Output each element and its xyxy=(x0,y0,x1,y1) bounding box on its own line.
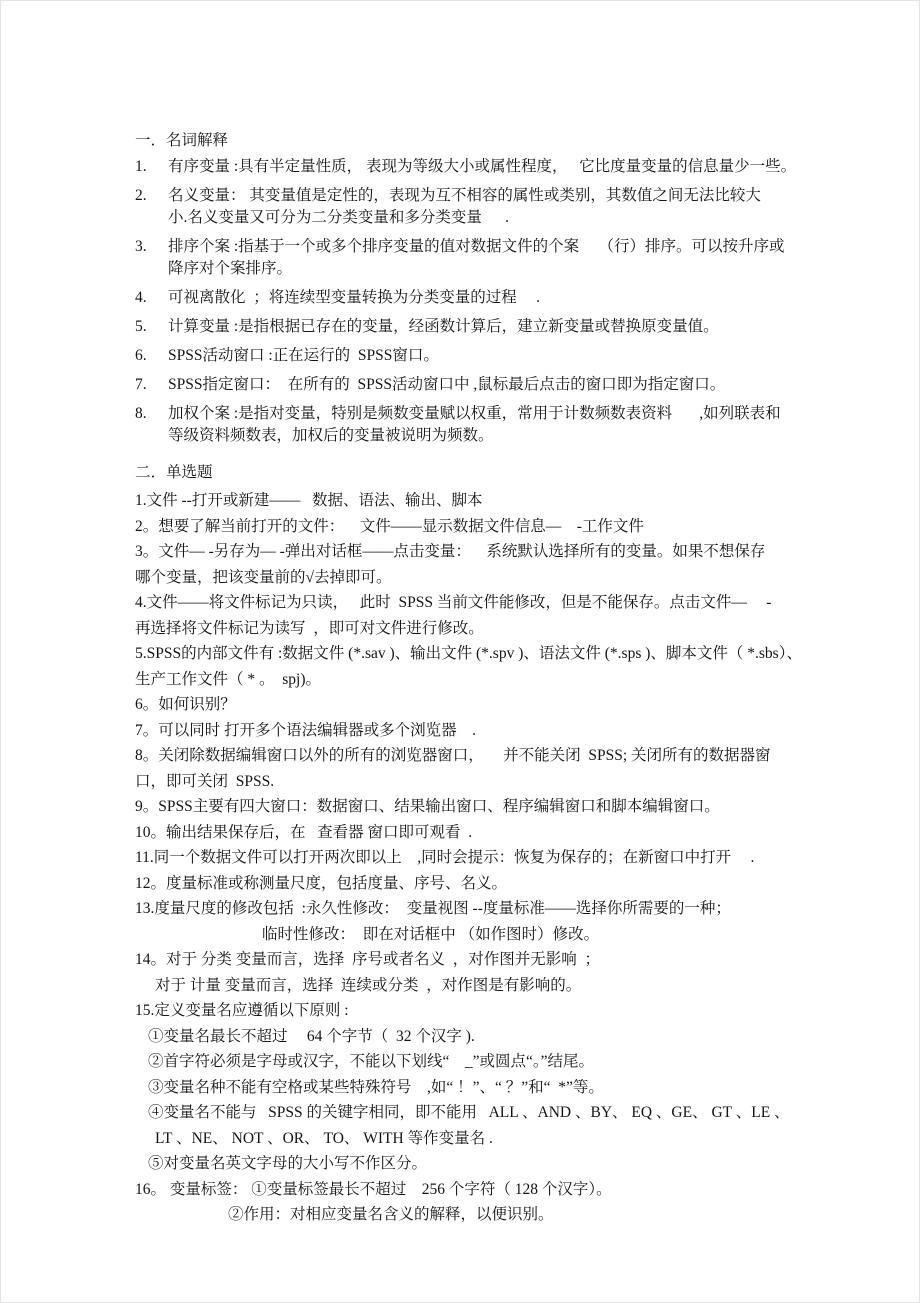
text-line: 小.名义变量又可分为二分类变量和多分类变量 . xyxy=(168,209,510,226)
text-line: 9。SPSS主要有四大窗口：数据窗口、结果输出窗口、程序编辑窗口和脚本编辑窗口。 xyxy=(135,798,720,815)
text-line: 8。关闭除数据编辑窗口以外的所有的浏览器窗口， 并不能关闭 SPSS; 关闭所有的数据器窗 xyxy=(135,747,771,764)
item-text xyxy=(168,236,810,280)
text-line: 再选择将文件标记为读写 ，即可对文件进行修改。 xyxy=(135,619,484,637)
text-line: 有序变量 :具有半定量性质， 表现为等级大小或属性程度， 它比度量变量的信息量少一些。 xyxy=(168,158,797,175)
text-line: SPSS活动窗口 :正在运行的 SPSS窗口。 xyxy=(168,347,439,364)
term-item xyxy=(135,185,810,229)
text-line: ⑤对变量名英文字母的大小写不作区分。 xyxy=(148,1155,428,1172)
term-item xyxy=(135,403,810,447)
text-line: LT 、NE、 NOT 、OR、 TO、 WITH 等作变量名 . xyxy=(155,1129,493,1147)
text-line: 口，即可关闭 SPSS. xyxy=(135,772,275,790)
term-item xyxy=(135,236,810,280)
item-text xyxy=(168,316,810,338)
item-number: 1. xyxy=(135,158,147,175)
text-line: ①变量名最长不超过 64 个字节（ 32 个汉字 ). xyxy=(148,1027,475,1045)
term-item xyxy=(135,374,810,396)
text-line: 名义变量： 其变量值是定性的，表现为互不相容的属性或类别，其数值之间无法比较大 xyxy=(168,187,761,204)
text-line: 可视离散化 ；将连续型变量转换为分类变量的过程 . xyxy=(168,289,541,306)
item-number: 4. xyxy=(135,289,147,306)
item-text xyxy=(168,287,810,309)
item-number: 6. xyxy=(135,347,147,364)
item-text xyxy=(168,185,810,229)
item-number: 7. xyxy=(135,376,147,393)
item-number: 5. xyxy=(135,318,147,335)
text-line: ②首字符必须是字母或汉字，不能以下划线“ _”或圆点“。”结尾。 xyxy=(148,1053,595,1070)
section-heading: 一．名词解释 xyxy=(135,132,229,149)
document-content xyxy=(135,128,810,1228)
text-line: 1.文件 --打开或新建—— 数据、语法、输出、脚本 xyxy=(135,492,483,509)
text-line: 12。度量标准或称测量尺度，包括度量、序号、名义。 xyxy=(135,874,508,892)
section-heading: 二．单选题 xyxy=(135,464,213,481)
text-line: 14。对于 分类 变量而言，选择 序号或者名义 ，对作图并无影响 ； xyxy=(135,951,601,968)
term-item xyxy=(135,316,810,338)
item-number: 8. xyxy=(135,405,147,422)
text-line: 哪个变量，把该变量前的√去掉即可。 xyxy=(135,568,392,586)
term-item xyxy=(135,345,810,367)
text-line: 等级资料频数表，加权后的变量被说明为频数。 xyxy=(168,427,494,444)
text-line: 15.定义变量名应遵循以下原则 : xyxy=(135,1002,349,1019)
text-line: 对于 计量 变量而言，选择 连续或分类 ，对作图是有影响的。 xyxy=(155,976,582,994)
term-item xyxy=(135,156,810,178)
text-line: 降序对个案排序。 xyxy=(168,260,293,277)
text-line: 10。输出结果保存后，在 查看器 窗口即可观看 . xyxy=(135,823,473,841)
text-line: 5.SPSS的内部文件有 :数据文件 (*.sav )、输出文件 (*.spv )、语法文件 (*.sps )、脚本文件（ *.sbs）、 xyxy=(135,645,802,662)
item-number: 3. xyxy=(135,238,147,255)
item-text xyxy=(168,156,810,178)
text-line: 4.文件——将文件标记为只读， 此时 SPSS 当前文件能修改，但是不能保存。点击文件— - xyxy=(135,594,772,611)
text-line: 2。想要了解当前打开的文件： 文件——显示数据文件信息— -工作文件 xyxy=(135,517,644,535)
text-line: 11.同一个数据文件可以打开两次即以上 ,同时会提示：恢复为保存的；在新窗口中打开 . xyxy=(135,849,755,866)
text-line: 13.度量尺度的修改包括 :永久性修改： 变量视图 --度量标准——选择你所需要的一种； xyxy=(135,900,731,917)
item-text xyxy=(168,374,810,396)
text-line: 生产工作文件（ * 。 spj)。 xyxy=(135,670,322,688)
text-line: ②作用：对相应变量名含义的解释，以便识别。 xyxy=(228,1206,554,1223)
item-text xyxy=(168,345,810,367)
text-line: 加权个案 :是指对变量，特别是频数变量赋以权重，常用于计数频数表资料 ,如列联表和 xyxy=(168,405,781,422)
text-line: ③变量名种不能有空格或某些特殊符号 ,如“ ！”、“ ？”和“ *”等。 xyxy=(148,1078,604,1096)
text-line: 计算变量 :是指根据已存在的变量，经函数计算后，建立新变量或替换原变量值。 xyxy=(168,318,719,335)
text-line: 排序个案 :指基于一个或多个排序变量的值对数据文件的个案 （行）排序。可以按升序或 xyxy=(168,238,785,255)
term-item xyxy=(135,287,810,309)
text-line: 7。可以同时 打开多个语法编辑器或多个浏览器 . xyxy=(135,721,477,739)
text-line: 3。文件— -另存为— -弹出对话框——点击变量： 系统默认选择所有的变量。如果不想保存 xyxy=(135,543,766,560)
text-line: SPSS指定窗口： 在所有的 SPSS活动窗口中 ,鼠标最后点击的窗口即为指定窗口。 xyxy=(168,376,726,393)
item-number: 2. xyxy=(135,187,147,204)
text-line: ④变量名不能与 SPSS 的关键字相同，即不能用 ALL 、AND 、BY、 EQ 、GE、 GT 、LE 、 xyxy=(148,1104,790,1121)
text-line: 6。如何识别？ xyxy=(135,696,236,713)
item-text xyxy=(168,403,810,447)
text-line: 16。 变量标签： ①变量标签最长不超过 256 个字符（ 128 个汉字）。 xyxy=(135,1180,612,1198)
text-line: 临时性修改： 即在对话框中 （如作图时）修改。 xyxy=(262,925,600,943)
